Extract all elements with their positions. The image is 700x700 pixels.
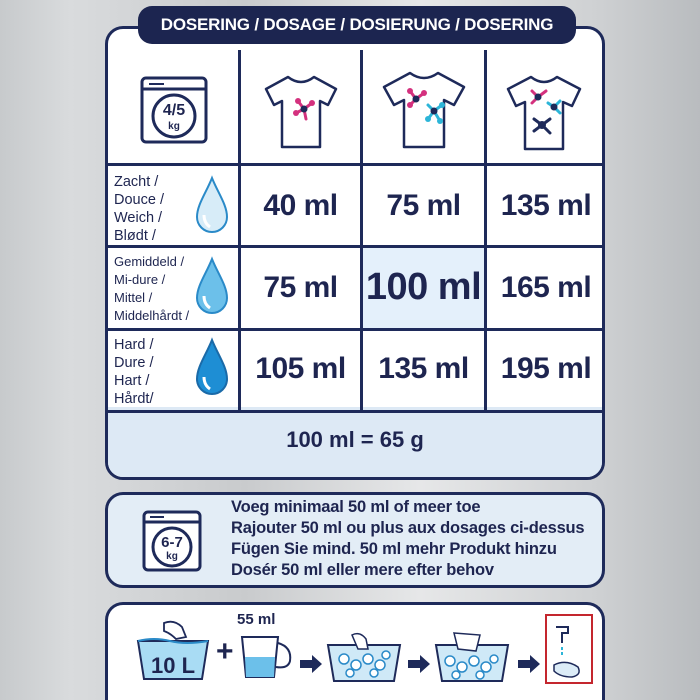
wash-icon [432, 631, 512, 688]
dose-soft-medium: 75 ml [386, 189, 461, 222]
scale-icon [140, 76, 208, 144]
water-drop-icon [194, 175, 230, 240]
water-volume: 10 L [150, 653, 196, 678]
dose-soft-light: 40 ml [263, 189, 338, 222]
rinse-icon [544, 613, 594, 690]
dosage-table [105, 26, 605, 480]
hand-wash-icon [134, 619, 212, 686]
load-large-unit: kg [166, 551, 178, 562]
dose-hard-heavy: 195 ml [500, 352, 592, 385]
tshirt-medium-stain-icon [378, 67, 470, 158]
measuring-cup-icon [238, 633, 294, 686]
load-large-value: 6-7 [161, 534, 183, 551]
dose-soft-heavy: 135 ml [500, 189, 592, 222]
dose-medium-light: 75 ml [263, 271, 338, 304]
load-small-unit: kg [168, 121, 180, 132]
dosage-title: DOSERING / DOSAGE / DOSIERUNG / DOSERING [138, 6, 576, 44]
tshirt-heavy-stain-icon [502, 71, 586, 160]
scale-icon [142, 510, 202, 572]
extra-load-panel [105, 492, 605, 588]
dose-hard-medium: 135 ml [378, 352, 469, 385]
extra-line-fr: Rajouter 50 ml ou plus aux dosages ci-dessus [231, 519, 585, 537]
extra-line-nl: Voeg minimaal 50 ml of meer toe [231, 498, 481, 516]
arrow-right-icon [518, 655, 540, 678]
dose-hard-light: 105 ml [255, 352, 346, 385]
plus-sign: + [216, 635, 234, 668]
load-small-value: 4/5 [162, 102, 186, 119]
row-label-medium: Gemiddeld / Mi-dure / Mittel / Middelhårdt / [114, 254, 190, 323]
extra-line-de: Fügen Sie mind. 50 ml mehr Produkt hinzu [231, 540, 557, 558]
arrow-right-icon [300, 655, 322, 678]
dose-medium-heavy: 165 ml [500, 271, 592, 304]
row-label-soft: Zacht / Douce / Weich / Blødt / [114, 174, 164, 244]
water-drop-icon [194, 337, 230, 402]
dose-medium-medium: 100 ml [365, 266, 482, 308]
extra-line-dk: Dosér 50 ml eller mere efter behov [231, 561, 494, 579]
equivalence-text: 100 ml = 65 g [286, 427, 424, 452]
tshirt-light-stain-icon [260, 71, 342, 158]
hand-wash-steps [105, 602, 605, 700]
water-drop-icon [194, 256, 230, 321]
soak-icon [324, 631, 404, 688]
row-label-hard: Hard / Dure / Hart / Hårdt/ [114, 337, 154, 407]
arrow-right-icon [408, 655, 430, 678]
cup-volume: 55 ml [237, 611, 276, 628]
